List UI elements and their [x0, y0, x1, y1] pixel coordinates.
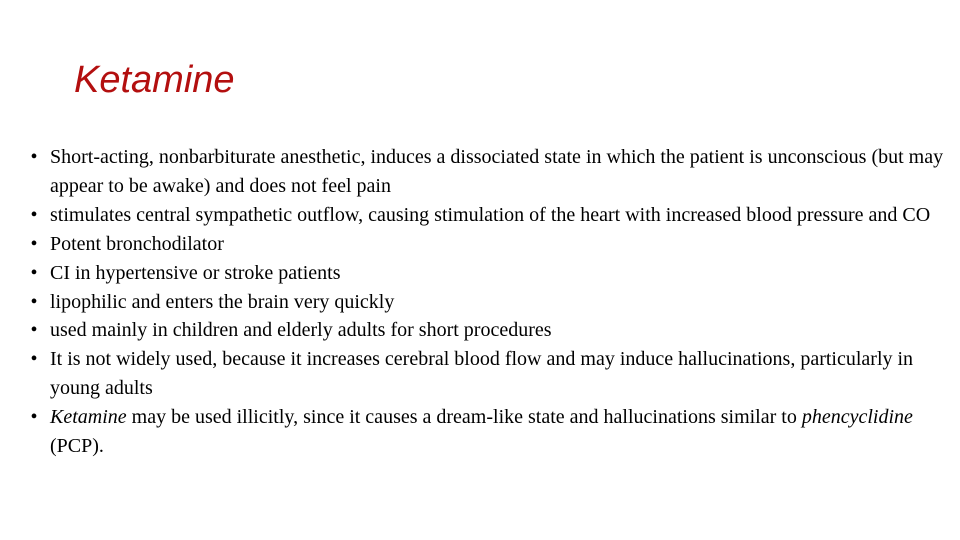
bullet-text-segment: stimulates central sympathetic outflow, causing stimulation of the heart with increased blood pressure and CO [50, 203, 931, 226]
bullet-text [50, 204, 930, 226]
bullet-text-segment: Potent bronchodilator [50, 232, 224, 255]
bullet-item [28, 230, 958, 259]
bullet-item [28, 316, 958, 345]
bullet-list [28, 143, 958, 461]
bullet-text-segment: lipophilic and enters the brain very quickly [50, 290, 395, 313]
bullet-text [50, 291, 394, 313]
bullet-text-segment: CI in hypertensive or stroke patients [50, 261, 341, 284]
bullet-item [28, 288, 958, 317]
bullet-item [28, 201, 958, 230]
bullet-item [28, 403, 958, 461]
bullet-dot-icon: • [30, 232, 38, 255]
bullet-dot-icon: • [30, 319, 38, 342]
bullet-text-segment: used mainly in children and elderly adults for short procedures [50, 319, 552, 342]
bullet-dot-icon: • [30, 261, 38, 284]
slide-title: Ketamine [74, 59, 235, 101]
bullet-text [50, 319, 552, 341]
bullet-dot-icon: • [30, 146, 38, 168]
bullet-text [50, 406, 913, 457]
bullet-dot-icon: • [30, 406, 38, 429]
bullet-item [28, 259, 958, 288]
bullet-text [50, 348, 913, 399]
bullet-item [28, 345, 958, 403]
bullet-text-italic: phencyclidine [801, 406, 913, 429]
bullet-text-segment: (PCP). [50, 435, 104, 458]
bullet-text [50, 146, 943, 197]
bullet-text-segment: Short-acting, nonbarbiturate anesthetic, induces a dissociated state in which the patient is unconscious (but may appear to be awake) and does not feel pain [50, 146, 944, 197]
bullet-text [50, 262, 341, 284]
bullet-dot-icon: • [30, 348, 38, 371]
bullet-text [50, 233, 224, 255]
bullet-dot-icon: • [30, 290, 38, 313]
bullet-dot-icon: • [30, 203, 38, 226]
bullet-item [28, 143, 958, 201]
bullet-text-segment: may be used illicitly, since it causes a dream-like state and hallucinations similar to [126, 406, 802, 429]
bullet-text-italic: Ketamine [50, 406, 127, 429]
bullet-text-segment: It is not widely used, because it increases cerebral blood flow and may induce hallucinations, particularly in young adults [50, 348, 914, 400]
